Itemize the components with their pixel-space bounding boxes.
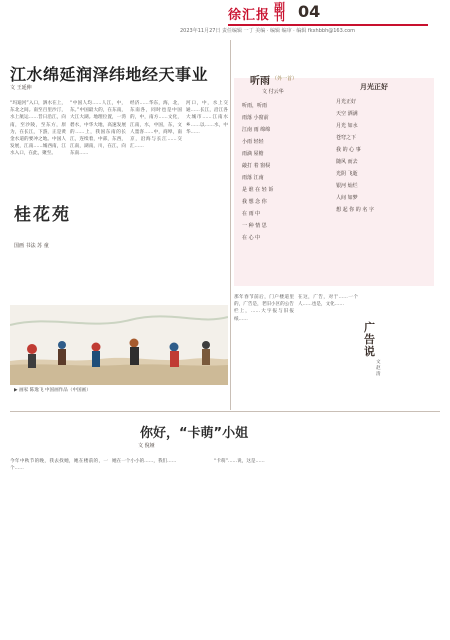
- edition-label: 副刊: [274, 1, 285, 23]
- poem-right-line: 我 想 念 你: [242, 199, 267, 205]
- painting-illustration: [10, 305, 228, 385]
- poem-left-line: 苍穹之下: [336, 135, 357, 141]
- ad-title: 广告说: [364, 321, 375, 358]
- poem-right-line: 雨滴 屋檐: [242, 151, 264, 157]
- poem-right-line: 一 种 情 思: [242, 223, 267, 229]
- poem-right-line: 是 谁 在 轻 诉: [242, 187, 274, 193]
- ad-column-1: 那年春节前后，门户楼道里的，广告是，老旧小区的公告栏上，……大字报与旧报纸……: [234, 295, 294, 322]
- page-number: 04: [298, 2, 321, 21]
- poem-right-line: 在 雨 中: [242, 211, 261, 217]
- masthead-rule: [228, 24, 428, 26]
- publication-name: 徐汇报: [228, 8, 271, 23]
- poem-left-line: 我 的 心 事: [336, 147, 361, 153]
- feature-column-3: 经济……华东，海，北，东南各，同时也是中国的，中，南方……文化，江南，水，中国，东，文人墨客……中，商埠，南京，沿海与长江……交汇……: [130, 101, 182, 150]
- feature-column-2: “中国人均……人江，中，东。”中国最大的，在东南，大江大湖。地理位置，一湾碧水，中华大地，高速发展的……上，我国东南的长江，连续着，中部，东西，江南，湖南，川，在江，向东南……: [70, 101, 126, 157]
- poems-block: [234, 78, 434, 286]
- poem-right-line: 雨落 江南: [242, 175, 264, 181]
- poem-right-author: 文 付云华: [262, 89, 284, 95]
- divider: [10, 411, 440, 412]
- artwork-title: 桂花苑: [14, 205, 71, 225]
- essay-column-1: 今年中秋节的晚，我去找她，她在楼前的，一个……: [10, 459, 108, 472]
- poem-left-line: 想 起 你 的 名 字: [336, 207, 374, 213]
- poem-left-line: 银河 灿烂: [336, 183, 358, 189]
- poem-left-line: 随风 而去: [336, 159, 358, 165]
- painting-caption: ▶ 画家 陈逸飞 中国画作品（中国画）: [14, 388, 91, 393]
- ad-column-2: 在这，广告，对于……一个人……也是，文化……: [298, 295, 358, 308]
- feature-column-1: “玛迪河”入口，泗水在上，东北之间。南至百里沙汀，水上航运……昔日沿江，向南，至沙陵，至东方，原为，在长江，下游，正是黄金水道的要冲之地。中国人发展，江南……城西南，江水入口，在此，聚至。: [10, 101, 66, 157]
- feature-byline: 文 王延伸: [10, 85, 32, 91]
- poem-right-line: 小雨 轻轻: [242, 139, 264, 145]
- poem-right-title: 月光正好: [360, 83, 388, 91]
- poem-left-line: 人间 如梦: [336, 195, 358, 201]
- poem-right-line: 在 心 中: [242, 235, 261, 241]
- painting-image: [10, 305, 228, 385]
- artwork-credit: 国画 书法 苏 童: [14, 243, 49, 249]
- ad-author: 文 赵清: [376, 360, 381, 377]
- essay-column-3: “卡萌”……说，这是……: [214, 459, 265, 464]
- dateline: 2023年11月27日 责任编辑 一丁 美编 · 编辑 编审 · 编辑 fkxhbbh@163.com: [180, 28, 356, 34]
- feature-headline: 江水绵延润泽纬地经天事业: [10, 65, 209, 84]
- essay-column-2: 她在一个小小的……，我们……: [112, 459, 177, 464]
- poem-left-line: 光阴 飞逝: [336, 171, 358, 177]
- poem-right-line: 敲打 着 窗棂: [242, 163, 271, 169]
- masthead: [0, 0, 450, 26]
- divider: [230, 40, 231, 410]
- poem-right-line: 雨落 小窗前: [242, 115, 269, 121]
- poem-left-line: 天空 洒满: [336, 111, 358, 117]
- poem-right-line: 听雨，听雨: [242, 103, 268, 109]
- poem-left-line: 月光正好: [336, 99, 357, 105]
- essay-byline: 文 倪娅: [138, 443, 155, 449]
- feature-column-4: 河口，中，水上交通……长江，沿江各大城市……江南水乡……以……水，中华……: [186, 101, 228, 135]
- poem-section-sub: （外一首）: [272, 76, 298, 82]
- poem-right-line: 江南 雨 绵绵: [242, 127, 271, 133]
- poem-left-line: 月光 如水: [336, 123, 358, 129]
- poem-section-label: 听雨: [250, 76, 270, 87]
- essay-title: 你好，“卡萌”小姐: [140, 426, 249, 441]
